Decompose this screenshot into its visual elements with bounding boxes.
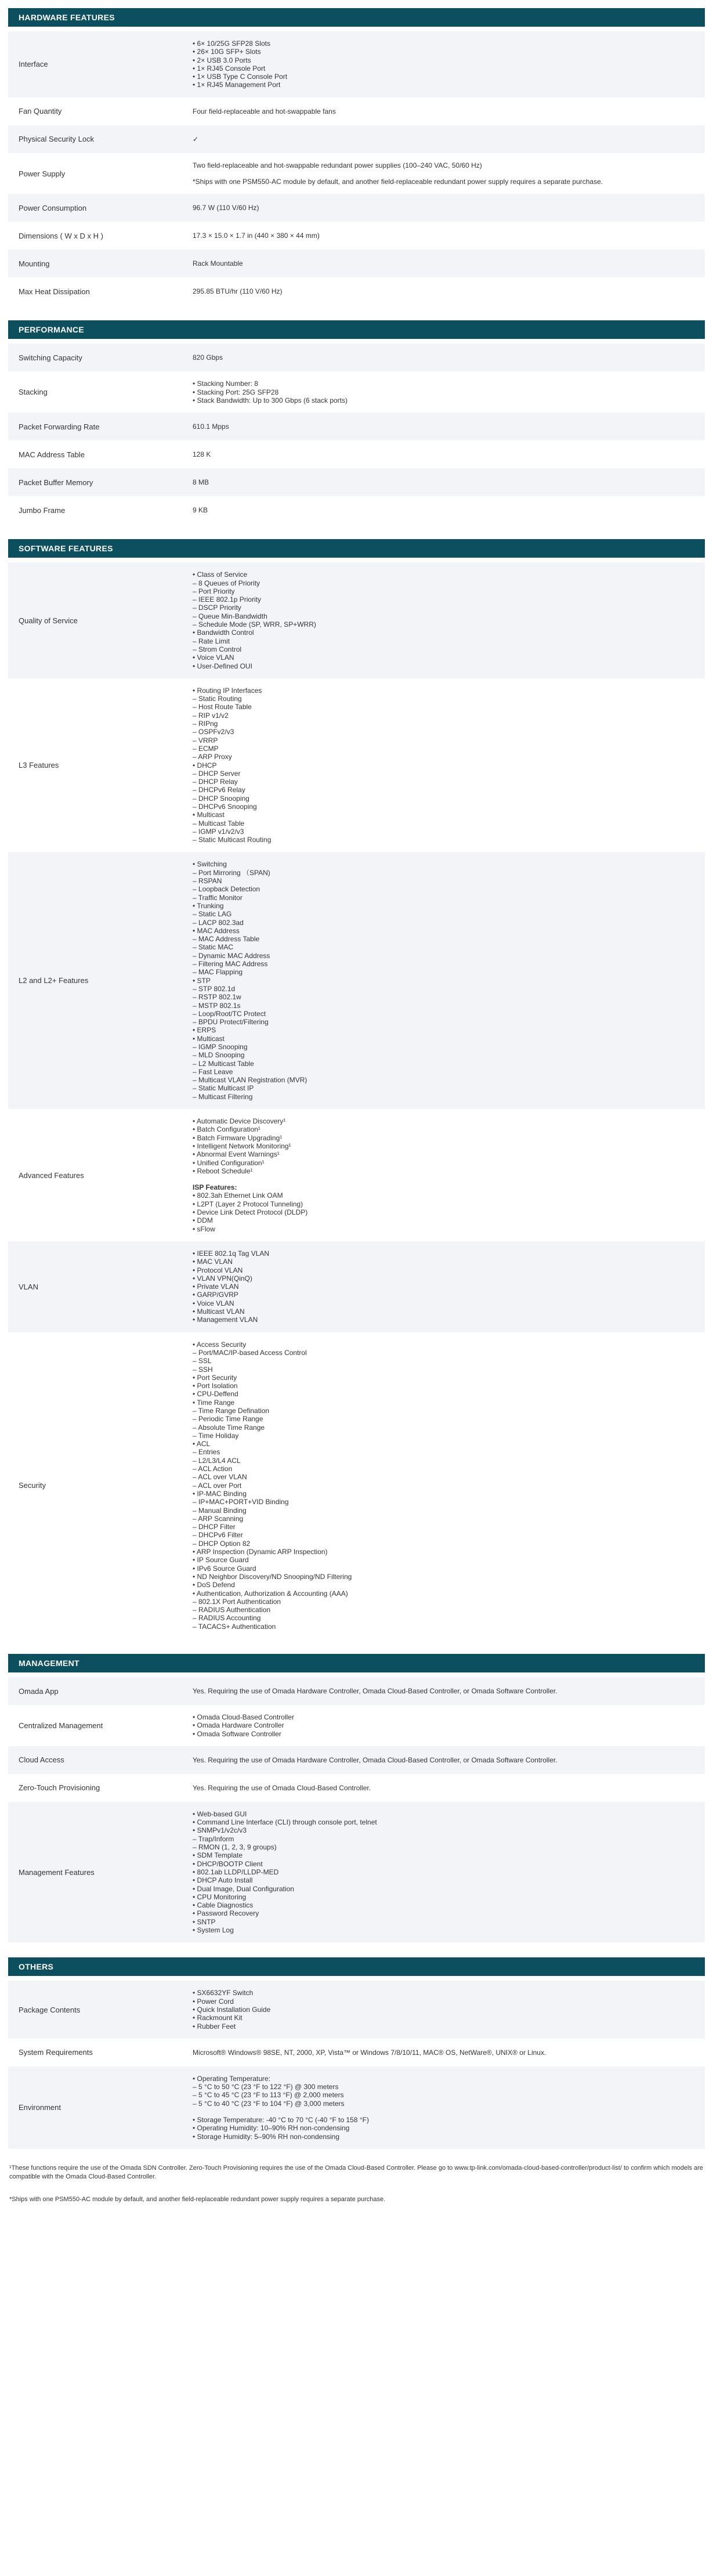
spec-value-line: – ACL over VLAN [193,1473,247,1482]
spec-value-line: – SSH [193,1365,213,1374]
spec-value-line: 295.85 BTU/hr (110 V/60 Hz) [193,287,283,296]
spec-value-line: • Voice VLAN [193,653,234,662]
spec-row [8,2039,705,2066]
spec-section [8,320,705,524]
spec-value-line: • Management VLAN [193,1316,258,1324]
spec-value-line: – DHCPv6 Filter [193,1531,243,1540]
spec-value-line: – TACACS+ Authentication [193,1622,276,1631]
spec-label: L3 Features [19,761,59,770]
spec-label: Interface [19,60,48,69]
psu-note-text: *Ships with one PSM550-AC module by default, and another field-replaceable redundant power supply requires a separate purchase. [9,2195,386,2203]
spec-value-line: • 802.1ab LLDP/LLDP-MED [193,1867,279,1876]
section-header: PERFORMANCE [8,320,705,339]
spec-value-line: – DSCP Priority [193,604,241,612]
spec-value-line: • DDM [193,1216,213,1225]
spec-value-line: • MAC Address [193,926,240,935]
spec-label: Omada App [19,1686,59,1696]
spec-label: Stacking [19,388,48,397]
spec-value [193,107,705,115]
spec-label: MAC Address Table [19,450,85,459]
spec-value-line: – Time Range Defination [193,1406,270,1415]
spec-value-line: • DHCP Auto Install [193,1876,253,1885]
spec-value-line: – Multicast Filtering [193,1092,253,1101]
spec-value [193,39,705,89]
spec-value-line: • Rackmount Kit [193,2014,243,2022]
spec-label: Jumbo Frame [19,505,66,515]
spec-value-line: – STP 802.1d [193,984,236,993]
spec-row [8,1774,705,1802]
spec-value-line: – DHCP Server [193,769,241,778]
spec-value [193,1713,705,1738]
spec-value-line: – Trap/Inform [193,1834,234,1843]
spec-value-line: – LACP 802.3ad [193,918,244,927]
spec-value-line: • 2× USB 3.0 Ports [193,56,251,64]
spec-value-line: • SDM Template [193,1851,243,1860]
spec-value-line: • L2PT (Layer 2 Protocol Tunneling) [193,1200,303,1208]
spec-row [8,468,705,496]
spec-value-line: • Operating Humidity: 10–90% RH non-condensing [193,2124,350,2133]
spec-value-line: • Intelligent Network Monitoring¹ [193,1141,291,1150]
spec-value-line: 128 K [193,450,211,459]
spec-row [8,1332,705,1639]
section-header: OTHERS [8,1957,705,1976]
spec-value-line: • Batch Firmware Upgrading¹ [193,1133,283,1142]
spec-value-line: – OSPFv2/v3 [193,728,234,736]
spec-value-line: • Access Security [193,1340,247,1349]
spec-value-line: • DHCP [193,761,217,769]
spec-label: Cloud Access [19,1755,64,1765]
spec-value-line: Four field-replaceable and hot-swappable fans [193,107,336,115]
spec-value-line: – MAC Flapping [193,968,243,977]
spec-value-line: • User-Defined OUI [193,662,252,670]
spec-value-line: – Port/MAC/IP-based Access Control [193,1348,307,1357]
spec-value-line: – MSTP 802.1s [193,1001,241,1010]
spec-value-line: • Omada Software Controller [193,1729,281,1738]
spec-value-line: 8 MB [193,478,209,487]
spec-value-line: • Unified Configuration¹ [193,1158,265,1167]
spec-label: Advanced Features [19,1170,84,1180]
spec-value-line: – DHCP Filter [193,1523,236,1531]
spec-value [193,687,705,844]
spec-row [8,1241,705,1332]
spec-value-line: Yes. Requiring the use of Omada Hardware Controller, Omada Cloud-Based Controller, or Omada Software Controller. [193,1755,558,1764]
spec-value-line: – Loopback Detection [193,885,260,894]
spec-value [193,422,705,431]
spec-row [8,413,705,440]
spec-value-line: • Trunking [193,901,224,910]
spec-value-line: – Static MAC [193,943,234,952]
section-header: MANAGEMENT [8,1654,705,1672]
spec-row [8,277,705,305]
spec-label: VLAN [19,1282,38,1291]
spec-value-line: • Quick Installation Guide [193,2005,271,2014]
spec-value-line: Yes. Requiring the use of Omada Cloud-Based Controller. [193,1783,371,1792]
spec-value-line: – SSL [193,1357,212,1365]
spec-value [193,2048,705,2057]
spec-value-line: • STP [193,976,211,985]
spec-value-line: – MAC Address Table [193,935,260,944]
spec-value-line: • SX6632YF Switch [193,1989,254,1997]
spec-section [8,539,705,1639]
spec-section [8,8,705,305]
spec-value-line: • CPU Monitoring [193,1892,247,1901]
spec-value-line: • Web-based GUI [193,1809,247,1818]
spec-value-line: • Automatic Device Discovery¹ [193,1117,286,1126]
spec-row [8,1981,705,2038]
spec-value-line: • Operating Temperature: [193,2074,271,2083]
spec-value-line: • Voice VLAN [193,1299,234,1307]
section-header: HARDWARE FEATURES [8,8,705,27]
spec-row [8,153,705,194]
spec-label: Physical Security Lock [19,135,95,144]
spec-value-line: – VRRP [193,736,218,745]
spec-value-line: – Manual Binding [193,1506,247,1515]
spec-value-line: Yes. Requiring the use of Omada Hardware Controller, Omada Cloud-Based Controller, or Omada Software Controller. [193,1686,558,1695]
spec-value-line: – L2/L3/L4 ACL [193,1456,241,1465]
spec-value [193,1989,705,2030]
spec-value-line: – ACL Action [193,1465,233,1473]
spec-label: Security [19,1481,46,1490]
spec-value-line: • Device Link Detect Protocol (DLDP) [193,1208,308,1217]
spec-label: Centralized Management [19,1721,103,1730]
spec-label: Switching Capacity [19,353,82,362]
spec-label: Mounting [19,259,50,268]
spec-label: Packet Buffer Memory [19,478,93,487]
spec-value-line: • System Log [193,1926,234,1935]
spec-value-line: • ACL [193,1440,211,1448]
line-gap [193,2108,694,2116]
spec-value-line: – 8 Queues of Priority [193,579,260,587]
spec-value-line: • CPU-Deffend [193,1390,238,1399]
spec-row [8,1802,705,1942]
spec-value-line: – IEEE 802.1p Priority [193,595,262,604]
spec-row [8,496,705,524]
footnote-text: ¹These functions require the use of the Omada SDN Controller. Zero-Touch Provisioning requires the use of the Omada Cloud-Based Controller. Please go to www.tp-link.com/omada-cloud-based-controller/product-list/ to confirm which models are compatible with the Omada Cloud-Based Controller. [9,2164,703,2180]
spec-value-line: • Rubber Feet [193,2022,236,2031]
spec-value-line: • Omada Cloud-Based Controller [193,1713,294,1721]
spec-value [193,506,705,514]
spec-row [8,1705,705,1746]
spec-value-line: – RADIUS Accounting [193,1614,261,1623]
spec-value-line: • ERPS [193,1026,216,1035]
spec-value-line: • ND Neighbor Discovery/ND Snooping/ND Filtering [193,1572,352,1581]
spec-value [193,161,705,186]
spec-value-line: • Time Range [193,1398,235,1407]
spec-value-line: – RIP v1/v2 [193,711,229,720]
spec-value-line: – Port Mirroring （SPAN) [193,868,270,877]
spec-value-line: – ECMP [193,744,219,753]
spec-value-line: ✓ [193,135,199,143]
spec-row [8,222,705,250]
spec-value-line: 17.3 × 15.0 × 1.7 in (440 × 380 × 44 mm) [193,232,320,240]
spec-value-line: • SNTP [193,1917,216,1926]
line-gap [193,169,694,178]
spec-value-line: – RMON (1, 2, 3, 9 groups) [193,1843,277,1852]
section-header: SOFTWARE FEATURES [8,539,705,558]
spec-value-line: – MLD Snooping [193,1051,245,1060]
spec-row [8,344,705,371]
spec-value-line: • Multicast [193,811,225,819]
spec-label: L2 and L2+ Features [19,976,89,985]
spec-value-line: • 1× RJ45 Management Port [193,81,281,89]
spec-value-line: • Multicast VLAN [193,1307,245,1316]
spec-value [193,204,705,212]
spec-value-line: – Loop/Root/TC Protect [193,1009,266,1018]
spec-value-line: – RADIUS Authentication [193,1606,271,1614]
spec-value-line: • Omada Hardware Controller [193,1721,284,1730]
spec-label: Zero-Touch Provisioning [19,1783,100,1793]
spec-value-line: • Stack Bandwidth: Up to 300 Gbps (6 stack ports) [193,396,348,404]
spec-row [8,1746,705,1774]
spec-value-line: – IP+MAC+PORT+VID Binding [193,1498,289,1506]
spec-value-line: – Multicast Table [193,819,245,828]
spec-value-line: – Rate Limit [193,637,230,645]
spec-row [8,562,705,678]
spec-value-line: – Periodic Time Range [193,1415,263,1424]
spec-value [193,1810,705,1934]
spec-value-line: – Static Multicast Routing [193,836,272,844]
spec-label: System Requirements [19,2048,93,2057]
spec-row [8,194,705,222]
spec-value-line: • sFlow [193,1224,215,1233]
spec-value-line: • Bandwidth Control [193,628,254,637]
spec-value-line: • Authentication, Authorization & Accounting (AAA) [193,1589,348,1598]
spec-row [8,97,705,125]
spec-value-line: • Port Isolation [193,1382,238,1390]
spec-row [8,31,705,97]
spec-value-line: • Stacking Number: 8 [193,380,258,388]
spec-value-line: • Multicast [193,1034,225,1043]
spec-row [8,125,705,153]
spec-value-line: • VLAN VPN(QinQ) [193,1274,252,1282]
spec-value [193,478,705,486]
spec-value-line: • MAC VLAN [193,1258,233,1266]
spec-value-line: – Queue Min-Bandwidth [193,612,267,620]
spec-value-line: – Entries [193,1448,220,1457]
spec-value-line: Microsoft® Windows® 98SE, NT, 2000, XP, Vista™ or Windows 7/8/10/11, MAC® OS, NetWare®, UNIX® or Linux. [193,2048,546,2057]
spec-value-line: 9 KB [193,506,208,515]
spec-value [193,2075,705,2141]
spec-row [8,1109,705,1241]
spec-value-line: • 1× USB Type C Console Port [193,73,288,81]
spec-value-line: • Cable Diagnostics [193,1901,254,1910]
line-gap [193,1175,694,1183]
spec-value-line: • Storage Humidity: 5–90% RH non-condensing [193,2132,340,2141]
spec-value-line: – IGMP Snooping [193,1043,248,1051]
spec-label: Dimensions ( W x D x H ) [19,231,103,240]
spec-value [193,353,705,362]
spec-row [8,2066,705,2149]
spec-label: Power Consumption [19,203,87,212]
spec-label: Packet Forwarding Rate [19,422,100,431]
spec-section [8,1654,705,1942]
spec-value [193,232,705,240]
spec-row [8,440,705,468]
spec-value-line: – Absolute Time Range [193,1423,265,1432]
spec-value-line: • 1× RJ45 Console Port [193,64,266,73]
spec-value-line: – Schedule Mode (SP, WRR, SP+WRR) [193,620,316,629]
spec-value-line: • Storage Temperature: -40 °C to 70 °C (-40 °F to 158 °F) [193,2116,369,2125]
spec-value-line: • IPv6 Source Guard [193,1564,256,1573]
spec-value-line: – Static Multicast IP [193,1084,254,1093]
spec-value-line: ISP Features: [193,1183,237,1192]
spec-value-line: – Port Priority [193,587,235,595]
spec-row [8,678,705,852]
spec-value-line: – Filtering MAC Address [193,960,268,969]
spec-value [193,450,705,458]
spec-value-line: • Command Line Interface (CLI) through console port, telnet [193,1818,377,1827]
spec-value [193,1687,705,1695]
spec-value [193,1341,705,1631]
spec-value-line: – RSTP 802.1w [193,993,241,1002]
spec-value-line: – BPDU Protect/Filtering [193,1018,269,1027]
spec-row [8,250,705,277]
spec-value-line: – RSPAN [193,877,222,886]
spec-value-line: • 6× 10/25G SFP28 Slots [193,39,270,48]
spec-value-line: • Routing IP Interfaces [193,686,262,695]
spec-value-line: – Strom Control [193,645,242,653]
spec-value-line: – Static Routing [193,695,242,703]
spec-value-line: – Multicast VLAN Registration (MVR) [193,1076,307,1085]
spec-value-line: • DoS Defend [193,1581,235,1589]
spec-value-line: – Dynamic MAC Address [193,951,270,960]
spec-value-line: – Time Holiday [193,1431,239,1440]
footnotes [8,2164,705,2204]
spec-value-line: • Port Security [193,1373,237,1382]
spec-value-line: • 802.3ah Ethernet Link OAM [193,1191,283,1200]
spec-label: Environment [19,2103,61,2112]
spec-value-line: • IP Source Guard [193,1556,249,1565]
spec-label: Package Contents [19,2005,81,2014]
spec-value [193,1784,705,1792]
spec-row [8,1677,705,1705]
spec-value-line: Two field-replaceable and hot-swappable redundant power supplies (100–240 VAC, 50/60 Hz) [193,161,482,169]
spec-value-line: – IGMP v1/v2/v3 [193,827,244,836]
spec-value [193,1756,705,1764]
spec-value-line: – DHCP Snooping [193,794,249,803]
spec-value-line: – DHCP Relay [193,778,238,786]
spec-value-line: • Private VLAN [193,1282,239,1291]
spec-value-line: • IP-MAC Binding [193,1489,247,1498]
spec-value-line: *Ships with one PSM550-AC module by default, and another field-replaceable redundant power supply requires a separate purchase. [193,178,603,186]
spec-value [193,1117,705,1233]
spec-label: Quality of Service [19,616,78,625]
spec-value-line: – 5 °C to 40 °C (23 °F to 104 °F) @ 3,000 meters [193,2099,345,2108]
spec-value-line: – RIPng [193,720,218,728]
spec-value-line: – DHCPv6 Relay [193,786,245,794]
spec-row [8,371,705,413]
spec-value-line: – 5 °C to 50 °C (23 °F to 122 °F) @ 300 meters [193,2083,339,2091]
spec-value-line: • Reboot Schedule¹ [193,1166,253,1175]
spec-value-line: • Abnormal Event Warnings¹ [193,1150,280,1159]
spec-value-line: – 5 °C to 45 °C (23 °F to 113 °F) @ 2,000 meters [193,2091,344,2100]
spec-value-line: • Protocol VLAN [193,1266,243,1274]
spec-value [193,259,705,268]
spec-value-line: • ARP Inspection (Dynamic ARP Inspection) [193,1548,328,1556]
spec-value-line: • Class of Service [193,570,248,579]
spec-value-line: – Fast Leave [193,1067,233,1076]
spec-value-line: • 26× 10G SFP+ Slots [193,48,261,56]
spec-value-line: – ARP Proxy [193,753,232,761]
spec-value-line: • DHCP/BOOTP Client [193,1859,263,1868]
spec-value-line: • Password Recovery [193,1909,259,1918]
spec-value-line: • Dual Image, Dual Configuration [193,1884,294,1893]
spec-value-line: • Batch Configuration¹ [193,1125,260,1134]
spec-value-line: Rack Mountable [193,259,243,268]
spec-value-line: – Traffic Monitor [193,893,243,902]
spec-label: Fan Quantity [19,107,62,116]
spec-value-line: 820 Gbps [193,353,223,362]
spec-value [193,380,705,404]
spec-value-line: – DHCPv6 Snooping [193,802,257,811]
spec-value-line: – Host Route Table [193,703,252,711]
spec-value-line: • SNMPv1/v2c/v3 [193,1826,247,1835]
spec-value-line: – 802.1X Port Authentication [193,1597,281,1606]
spec-value-line: – Static LAG [193,910,232,919]
spec-value [193,287,705,295]
spec-label: Management Features [19,1867,95,1877]
spec-value-line: – DHCP Option 82 [193,1539,251,1548]
spec-value [193,860,705,1101]
spec-value-line: – ACL over Port [193,1481,242,1490]
spec-value-line: • Switching [193,860,227,869]
spec-value [193,135,705,143]
spec-value-line: • GARP/GVRP [193,1291,238,1299]
spec-label: Max Heat Dissipation [19,287,90,296]
spec-value [193,1249,705,1324]
spec-section [8,1957,705,2149]
spec-value-line: • Stacking Port: 25G SFP28 [193,388,279,396]
spec-value-line: 610.1 Mpps [193,422,229,431]
spec-value [193,570,705,670]
spec-label: Power Supply [19,169,66,178]
spec-value-line: 96.7 W (110 V/60 Hz) [193,204,259,212]
spec-row [8,852,705,1109]
spec-value-line: – L2 Multicast Table [193,1059,254,1068]
spec-value-line: – ARP Scanning [193,1514,244,1523]
spec-value-line: • IEEE 802.1q Tag VLAN [193,1249,270,1258]
spec-value-line: • Power Cord [193,1997,234,2006]
